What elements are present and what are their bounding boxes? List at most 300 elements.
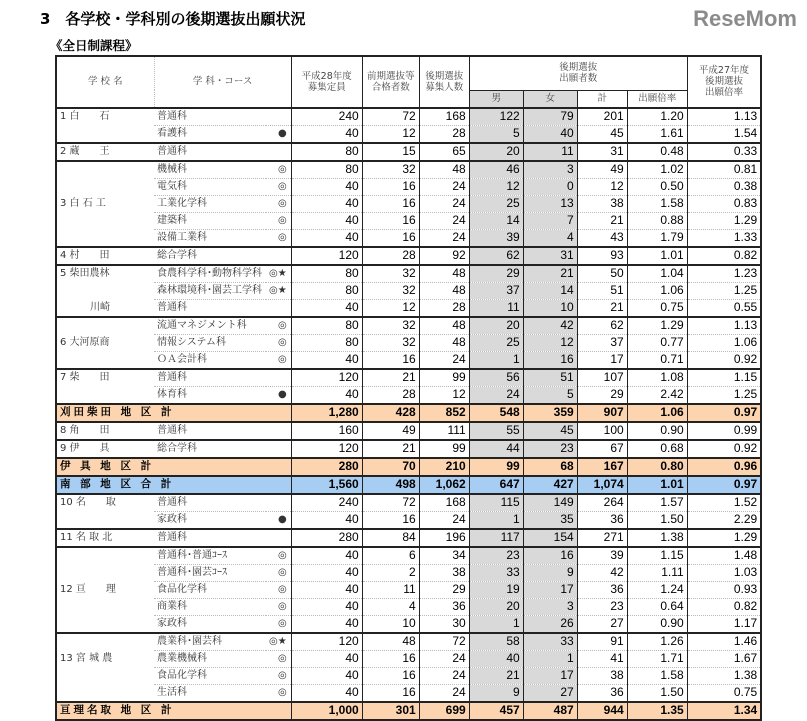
quota-cell: 80 — [291, 143, 362, 161]
late-quota-cell: 72 — [419, 633, 469, 651]
early-passed-cell: 498 — [362, 476, 419, 494]
late-quota-cell: 24 — [419, 511, 469, 529]
ratio-cell: 1.50 — [627, 511, 687, 529]
row-label: 伊 具 地 区 計 — [56, 458, 291, 476]
late-quota-cell: 28 — [419, 299, 469, 317]
early-passed-cell: 72 — [362, 108, 419, 126]
table-row — [56, 212, 761, 229]
prev-ratio-cell: 1.29 — [687, 212, 761, 229]
total-cell: 43 — [577, 229, 627, 247]
course-name: 家政科 — [154, 511, 266, 529]
early-passed-cell: 16 — [362, 667, 419, 684]
female-cell: 149 — [523, 494, 577, 512]
female-cell: 9 — [523, 564, 577, 581]
ratio-cell: 1.58 — [627, 667, 687, 684]
late-quota-cell: 24 — [419, 684, 469, 702]
male-cell: 117 — [469, 529, 523, 547]
school-name — [56, 684, 154, 702]
total-cell: 201 — [577, 108, 627, 126]
early-passed-cell: 72 — [362, 494, 419, 512]
total-cell: 167 — [577, 458, 627, 476]
ratio-cell: 0.48 — [627, 143, 687, 161]
ratio-cell: 1.24 — [627, 581, 687, 598]
course-mark — [266, 143, 291, 161]
course-mark: ◎ — [266, 650, 291, 667]
course-name: 普通科 — [154, 299, 266, 317]
school-name — [56, 125, 154, 143]
course-name: 食品化学科 — [154, 667, 266, 684]
female-cell: 40 — [523, 125, 577, 143]
early-passed-cell: 10 — [362, 615, 419, 633]
early-passed-cell: 84 — [362, 529, 419, 547]
quota-cell: 1,280 — [291, 404, 362, 422]
male-cell: 46 — [469, 161, 523, 179]
female-cell: 16 — [523, 351, 577, 369]
school-name — [56, 511, 154, 529]
course-mark: ◎★ — [266, 265, 291, 283]
course-name: 設備工業科 — [154, 229, 266, 247]
quota-cell: 120 — [291, 440, 362, 458]
male-cell: 40 — [469, 650, 523, 667]
ratio-cell: 1.50 — [627, 684, 687, 702]
quota-cell: 40 — [291, 650, 362, 667]
school-name: 4 村 田 — [56, 247, 154, 265]
course-name: 生活科 — [154, 684, 266, 702]
male-cell: 25 — [469, 195, 523, 212]
course-mark: ◎ — [266, 598, 291, 615]
late-quota-cell: 111 — [419, 422, 469, 440]
ratio-cell: 1.08 — [627, 369, 687, 387]
early-passed-cell: 16 — [362, 684, 419, 702]
prev-ratio-cell: 0.82 — [687, 598, 761, 615]
prev-ratio-cell: 0.38 — [687, 178, 761, 195]
early-passed-cell: 16 — [362, 212, 419, 229]
female-cell: 68 — [523, 458, 577, 476]
course-mark: ◎ — [266, 684, 291, 702]
school-name — [56, 282, 154, 299]
prev-ratio-cell: 0.92 — [687, 440, 761, 458]
section-subtitle: 《全日制課程》 — [50, 38, 138, 53]
quota-cell: 240 — [291, 108, 362, 126]
quota-cell: 40 — [291, 581, 362, 598]
table-row — [56, 547, 761, 565]
female-cell: 27 — [523, 684, 577, 702]
course-mark: ◎ — [266, 581, 291, 598]
table-row — [56, 650, 761, 667]
prev-ratio-cell: 0.81 — [687, 161, 761, 179]
course-name: 普通科 — [154, 369, 266, 387]
course-mark: ◎ — [266, 212, 291, 229]
early-passed-cell: 428 — [362, 404, 419, 422]
course-name: 看護科 — [154, 125, 266, 143]
course-mark — [266, 422, 291, 440]
early-passed-cell: 4 — [362, 598, 419, 615]
school-name: 3 白 石 工 — [56, 195, 154, 212]
application-status-table — [55, 55, 762, 721]
school-name: 11 名 取 北 — [56, 529, 154, 547]
late-quota-cell: 99 — [419, 369, 469, 387]
ratio-cell: 1.02 — [627, 161, 687, 179]
late-quota-cell: 168 — [419, 494, 469, 512]
school-name: 川崎 — [56, 299, 154, 317]
header-ratio: 出願倍率 — [627, 90, 687, 108]
course-name: 工業化学科 — [154, 195, 266, 212]
school-name — [56, 564, 154, 581]
course-name: 食農科学科･動物科学科 — [154, 265, 266, 283]
table-row — [56, 633, 761, 651]
course-name: 農業科･園芸科 — [154, 633, 266, 651]
quota-cell: 40 — [291, 598, 362, 615]
table-row — [56, 161, 761, 179]
ratio-cell: 1.61 — [627, 125, 687, 143]
prev-ratio-cell: 0.92 — [687, 351, 761, 369]
male-cell: 1 — [469, 615, 523, 633]
early-passed-cell: 11 — [362, 581, 419, 598]
male-cell: 56 — [469, 369, 523, 387]
total-cell: 37 — [577, 334, 627, 351]
course-name: 森林環境科･園芸工学科 — [154, 282, 266, 299]
header-male: 男 — [469, 90, 523, 108]
total-cell: 31 — [577, 143, 627, 161]
late-quota-cell: 48 — [419, 161, 469, 179]
course-name: 商業科 — [154, 598, 266, 615]
early-passed-cell: 32 — [362, 265, 419, 283]
late-quota-cell: 196 — [419, 529, 469, 547]
male-cell: 14 — [469, 212, 523, 229]
early-passed-cell: 32 — [362, 282, 419, 299]
early-passed-cell: 16 — [362, 351, 419, 369]
prev-ratio-cell: 1.13 — [687, 317, 761, 335]
course-name: 家政科 — [154, 615, 266, 633]
female-cell: 154 — [523, 529, 577, 547]
table-row — [56, 422, 761, 440]
male-cell: 33 — [469, 564, 523, 581]
total-cell: 264 — [577, 494, 627, 512]
course-mark — [266, 108, 291, 126]
course-mark: ● — [266, 511, 291, 529]
early-passed-cell: 15 — [362, 143, 419, 161]
course-mark: ◎ — [266, 229, 291, 247]
male-cell: 37 — [469, 282, 523, 299]
course-mark: ◎ — [266, 547, 291, 565]
resemom-watermark: ReseMom — [693, 6, 797, 31]
course-name: 食品化学科 — [154, 581, 266, 598]
subtotal-row — [56, 702, 761, 720]
prev-ratio-cell: 1.48 — [687, 547, 761, 565]
school-name: 1 白 石 — [56, 108, 154, 126]
total-cell: 36 — [577, 581, 627, 598]
prev-ratio-cell: 2.29 — [687, 511, 761, 529]
quota-cell: 40 — [291, 351, 362, 369]
late-quota-cell: 92 — [419, 247, 469, 265]
late-quota-cell: 24 — [419, 212, 469, 229]
male-cell: 21 — [469, 667, 523, 684]
course-name: 普通科･園芸ｺｰｽ — [154, 564, 266, 581]
ratio-cell: 0.90 — [627, 615, 687, 633]
male-cell: 24 — [469, 386, 523, 404]
ratio-cell: 1.79 — [627, 229, 687, 247]
quota-cell: 40 — [291, 195, 362, 212]
male-cell: 55 — [469, 422, 523, 440]
total-cell: 67 — [577, 440, 627, 458]
quota-cell: 160 — [291, 422, 362, 440]
prev-ratio-cell: 1.67 — [687, 650, 761, 667]
course-name: 総合学科 — [154, 440, 266, 458]
quota-cell: 80 — [291, 334, 362, 351]
prev-ratio-cell: 1.46 — [687, 633, 761, 651]
early-passed-cell: 32 — [362, 334, 419, 351]
female-cell: 17 — [523, 667, 577, 684]
header-female: 女 — [523, 90, 577, 108]
ratio-cell: 0.50 — [627, 178, 687, 195]
female-cell: 1 — [523, 650, 577, 667]
course-mark: ◎★ — [266, 282, 291, 299]
course-mark: ◎ — [266, 195, 291, 212]
school-name: 8 角 田 — [56, 422, 154, 440]
ratio-cell: 1.26 — [627, 633, 687, 651]
course-mark: ● — [266, 386, 291, 404]
female-cell: 3 — [523, 598, 577, 615]
male-cell: 1 — [469, 351, 523, 369]
total-cell: 1,074 — [577, 476, 627, 494]
page-title: 3 各学校・学科別の後期選抜出願状況 — [40, 10, 306, 28]
prev-ratio-cell: 0.82 — [687, 247, 761, 265]
prev-ratio-cell: 0.33 — [687, 143, 761, 161]
total-cell: 51 — [577, 282, 627, 299]
quota-cell: 80 — [291, 317, 362, 335]
total-cell: 62 — [577, 317, 627, 335]
course-mark: ◎ — [266, 667, 291, 684]
header-total: 計 — [577, 90, 627, 108]
late-quota-cell: 99 — [419, 440, 469, 458]
ratio-cell: 1.29 — [627, 317, 687, 335]
course-mark: ◎ — [266, 334, 291, 351]
male-cell: 1 — [469, 511, 523, 529]
female-cell: 23 — [523, 440, 577, 458]
female-cell: 0 — [523, 178, 577, 195]
prev-ratio-cell: 1.03 — [687, 564, 761, 581]
male-cell: 58 — [469, 633, 523, 651]
prev-ratio-cell: 0.75 — [687, 684, 761, 702]
early-passed-cell: 28 — [362, 247, 419, 265]
table-row — [56, 667, 761, 684]
prev-ratio-cell: 1.38 — [687, 667, 761, 684]
female-cell: 3 — [523, 161, 577, 179]
ratio-cell: 0.80 — [627, 458, 687, 476]
total-cell: 271 — [577, 529, 627, 547]
ratio-cell: 2.42 — [627, 386, 687, 404]
course-mark: ◎ — [266, 615, 291, 633]
late-quota-cell: 38 — [419, 564, 469, 581]
table-row — [56, 247, 761, 265]
total-cell: 49 — [577, 161, 627, 179]
late-quota-cell: 34 — [419, 547, 469, 565]
table-row — [56, 511, 761, 529]
table-row — [56, 282, 761, 299]
late-quota-cell: 29 — [419, 581, 469, 598]
school-name: 10 名 取 — [56, 494, 154, 512]
early-passed-cell: 16 — [362, 229, 419, 247]
ratio-cell: 0.71 — [627, 351, 687, 369]
school-name — [56, 161, 154, 179]
school-name — [56, 633, 154, 651]
course-name: ＯＡ会計科 — [154, 351, 266, 369]
prev-ratio-cell: 1.33 — [687, 229, 761, 247]
quota-cell: 40 — [291, 667, 362, 684]
total-cell: 12 — [577, 178, 627, 195]
ratio-cell: 0.77 — [627, 334, 687, 351]
table-row — [56, 598, 761, 615]
school-name — [56, 212, 154, 229]
female-cell: 51 — [523, 369, 577, 387]
late-quota-cell: 1,062 — [419, 476, 469, 494]
course-mark: ◎ — [266, 161, 291, 179]
female-cell: 33 — [523, 633, 577, 651]
course-mark — [266, 369, 291, 387]
total-cell: 36 — [577, 684, 627, 702]
early-passed-cell: 12 — [362, 299, 419, 317]
school-name: 13 宮 城 農 — [56, 650, 154, 667]
school-name — [56, 351, 154, 369]
header-applicants: 後期選抜 出願者数 — [469, 56, 687, 90]
quota-cell: 40 — [291, 615, 362, 633]
course-name: 電気科 — [154, 178, 266, 195]
prev-ratio-cell: 1.23 — [687, 265, 761, 283]
total-cell: 38 — [577, 667, 627, 684]
male-cell: 44 — [469, 440, 523, 458]
male-cell: 99 — [469, 458, 523, 476]
header-prev-ratio: 平成27年度 後期選抜 出願倍率 — [687, 56, 761, 108]
ratio-cell: 1.71 — [627, 650, 687, 667]
early-passed-cell: 32 — [362, 161, 419, 179]
prev-ratio-cell: 0.96 — [687, 458, 761, 476]
ratio-cell: 1.20 — [627, 108, 687, 126]
late-quota-cell: 210 — [419, 458, 469, 476]
course-name: 普通科 — [154, 529, 266, 547]
total-cell: 39 — [577, 547, 627, 565]
subtotal-row — [56, 458, 761, 476]
late-quota-cell: 24 — [419, 229, 469, 247]
female-cell: 14 — [523, 282, 577, 299]
female-cell: 427 — [523, 476, 577, 494]
ratio-cell: 1.15 — [627, 547, 687, 565]
school-name: 9 伊 具 — [56, 440, 154, 458]
ratio-cell: 1.06 — [627, 404, 687, 422]
prev-ratio-cell: 1.29 — [687, 529, 761, 547]
quota-cell: 1,560 — [291, 476, 362, 494]
course-mark: ◎ — [266, 178, 291, 195]
school-name: 12 亘 理 — [56, 581, 154, 598]
ratio-cell: 0.90 — [627, 422, 687, 440]
female-cell: 31 — [523, 247, 577, 265]
school-name — [56, 615, 154, 633]
late-quota-cell: 48 — [419, 282, 469, 299]
school-name: 6 大河原商 — [56, 334, 154, 351]
early-passed-cell: 16 — [362, 195, 419, 212]
prev-ratio-cell: 0.93 — [687, 581, 761, 598]
female-cell: 45 — [523, 422, 577, 440]
early-passed-cell: 32 — [362, 317, 419, 335]
ratio-cell: 0.64 — [627, 598, 687, 615]
male-cell: 29 — [469, 265, 523, 283]
late-quota-cell: 24 — [419, 195, 469, 212]
prev-ratio-cell: 1.25 — [687, 386, 761, 404]
early-passed-cell: 49 — [362, 422, 419, 440]
row-label: 南 部 地 区 合 計 — [56, 476, 291, 494]
early-passed-cell: 28 — [362, 386, 419, 404]
table-row — [56, 334, 761, 351]
row-label: 亘理名取 地 区 計 — [56, 702, 291, 720]
late-quota-cell: 48 — [419, 334, 469, 351]
course-name: 普通科･普通ｺｰｽ — [154, 547, 266, 565]
quota-cell: 240 — [291, 494, 362, 512]
total-cell: 21 — [577, 212, 627, 229]
prev-ratio-cell: 1.06 — [687, 334, 761, 351]
table-row — [56, 351, 761, 369]
quota-cell: 80 — [291, 282, 362, 299]
course-name: 体育科 — [154, 386, 266, 404]
course-name: 普通科 — [154, 143, 266, 161]
total-row — [56, 476, 761, 494]
school-name — [56, 317, 154, 335]
prev-ratio-cell: 1.25 — [687, 282, 761, 299]
early-passed-cell: 70 — [362, 458, 419, 476]
table-row — [56, 440, 761, 458]
prev-ratio-cell: 0.55 — [687, 299, 761, 317]
school-name: 2 蔵 王 — [56, 143, 154, 161]
table-row — [56, 125, 761, 143]
header-early: 前期選抜等 合格者数 — [362, 56, 419, 108]
ratio-cell: 1.58 — [627, 195, 687, 212]
early-passed-cell: 301 — [362, 702, 419, 720]
prev-ratio-cell: 0.83 — [687, 195, 761, 212]
school-name — [56, 547, 154, 565]
header-late-quota: 後期選抜 募集人数 — [419, 56, 469, 108]
total-cell: 17 — [577, 351, 627, 369]
table-row — [56, 581, 761, 598]
total-cell: 45 — [577, 125, 627, 143]
quota-cell: 40 — [291, 212, 362, 229]
table-row — [56, 317, 761, 335]
ratio-cell: 1.38 — [627, 529, 687, 547]
quota-cell: 280 — [291, 529, 362, 547]
quota-cell: 40 — [291, 684, 362, 702]
quota-cell: 1,000 — [291, 702, 362, 720]
female-cell: 7 — [523, 212, 577, 229]
total-cell: 29 — [577, 386, 627, 404]
total-cell: 27 — [577, 615, 627, 633]
table-row — [56, 143, 761, 161]
school-name — [56, 667, 154, 684]
total-cell: 107 — [577, 369, 627, 387]
late-quota-cell: 24 — [419, 351, 469, 369]
school-name — [56, 178, 154, 195]
late-quota-cell: 28 — [419, 125, 469, 143]
male-cell: 9 — [469, 684, 523, 702]
course-name: 流通マネジメント科 — [154, 317, 266, 335]
late-quota-cell: 24 — [419, 667, 469, 684]
female-cell: 79 — [523, 108, 577, 126]
male-cell: 115 — [469, 494, 523, 512]
course-name: 建築科 — [154, 212, 266, 229]
quota-cell: 80 — [291, 265, 362, 283]
total-cell: 23 — [577, 598, 627, 615]
male-cell: 12 — [469, 178, 523, 195]
prev-ratio-cell: 1.52 — [687, 494, 761, 512]
table-row — [56, 615, 761, 633]
course-mark: ● — [266, 125, 291, 143]
male-cell: 122 — [469, 108, 523, 126]
